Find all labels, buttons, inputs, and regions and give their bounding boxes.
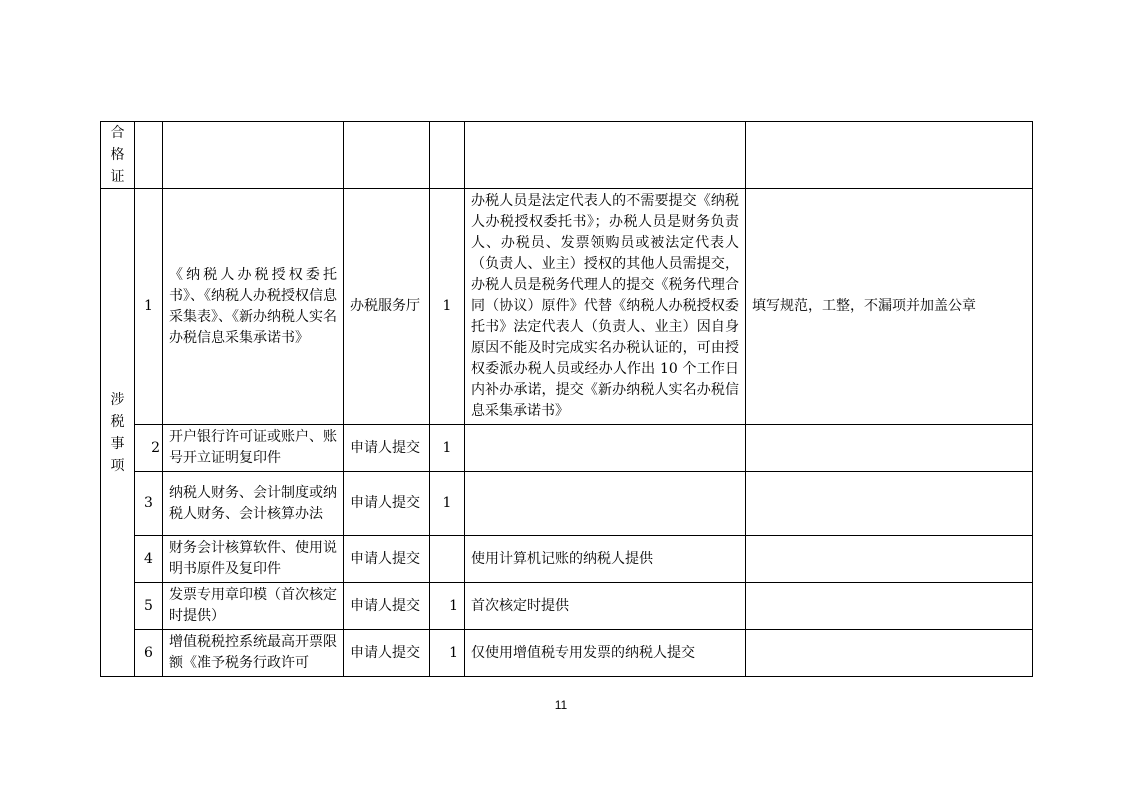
note-cell: 使用计算机记账的纳税人提供 [465, 536, 746, 583]
number-cell [135, 122, 163, 189]
material-cell: 发票专用章印模（首次核定时提供） [163, 583, 344, 630]
count-cell: 1 [430, 472, 465, 536]
number-cell: 6 [135, 630, 163, 677]
requirement-cell [746, 122, 1033, 189]
source-cell: 申请人提交 [344, 630, 430, 677]
table-row [101, 630, 1033, 677]
number-cell: 3 [135, 472, 163, 536]
requirement-cell [746, 630, 1033, 677]
material-cell [163, 122, 344, 189]
source-cell: 申请人提交 [344, 536, 430, 583]
number-cell: 5 [135, 583, 163, 630]
count-cell: 1 [430, 425, 465, 472]
count-cell: 1 [430, 630, 465, 677]
material-cell: 增值税税控系统最高开票限额《准予税务行政许可 [163, 630, 344, 677]
number-cell: 1 [135, 189, 163, 425]
note-cell: 仅使用增值税专用发票的纳税人提交 [465, 630, 746, 677]
note-cell [465, 472, 746, 536]
material-cell: 开户银行许可证或账户、账号开立证明复印件 [163, 425, 344, 472]
table-row [101, 536, 1033, 583]
count-cell [430, 536, 465, 583]
source-cell [344, 122, 430, 189]
material-cell: 财务会计核算软件、使用说明书原件及复印件 [163, 536, 344, 583]
category-cell: 涉 税 事 项 [101, 189, 135, 677]
source-cell: 申请人提交 [344, 425, 430, 472]
source-cell: 申请人提交 [344, 472, 430, 536]
requirement-cell [746, 536, 1033, 583]
note-cell [465, 425, 746, 472]
requirement-cell [746, 472, 1033, 536]
table-row [101, 583, 1033, 630]
table-row [101, 122, 1033, 189]
source-cell: 申请人提交 [344, 583, 430, 630]
table-row [101, 425, 1033, 472]
requirement-cell [746, 583, 1033, 630]
category-cell: 合 格 证 [101, 122, 135, 189]
source-cell: 办税服务厅 [344, 189, 430, 425]
material-cell: 纳税人财务、会计制度或纳税人财务、会计核算办法 [163, 472, 344, 536]
requirement-cell [746, 425, 1033, 472]
material-cell: 《纳税人办税授权委托书》、《纳税人办税授权信息采集表》、《新办纳税人实名办税信息采集承诺书》 [163, 189, 344, 425]
count-cell [430, 122, 465, 189]
note-cell [465, 122, 746, 189]
number-cell: 2 [135, 425, 163, 472]
requirement-cell: 填写规范，工整，不漏项并加盖公章 [746, 189, 1033, 425]
page-number: 11 [554, 698, 568, 712]
table-row [101, 472, 1033, 536]
note-cell: 首次核定时提供 [465, 583, 746, 630]
materials-table [100, 121, 1033, 677]
note-cell: 办税人员是法定代表人的不需要提交《纳税人办税授权委托书》；办税人员是财务负责人、办税员、发票领购员或被法定代表人（负责人、业主）授权的其他人员需提交，办税人员是税务代理人的提交《税务代理合同（协议）原件》代替《纳税人办税授权委托书》法定代表人（负责人、业主）因自身原因不能及时完成实名办税认证的，可由授权委派办税人员或经办人作出 10 个工作日内补办承诺，提交《新办纳税人实名办税信息采集承诺书》 [465, 189, 746, 425]
count-cell: 1 [430, 189, 465, 425]
count-cell: 1 [430, 583, 465, 630]
number-cell: 4 [135, 536, 163, 583]
table-row [101, 189, 1033, 425]
